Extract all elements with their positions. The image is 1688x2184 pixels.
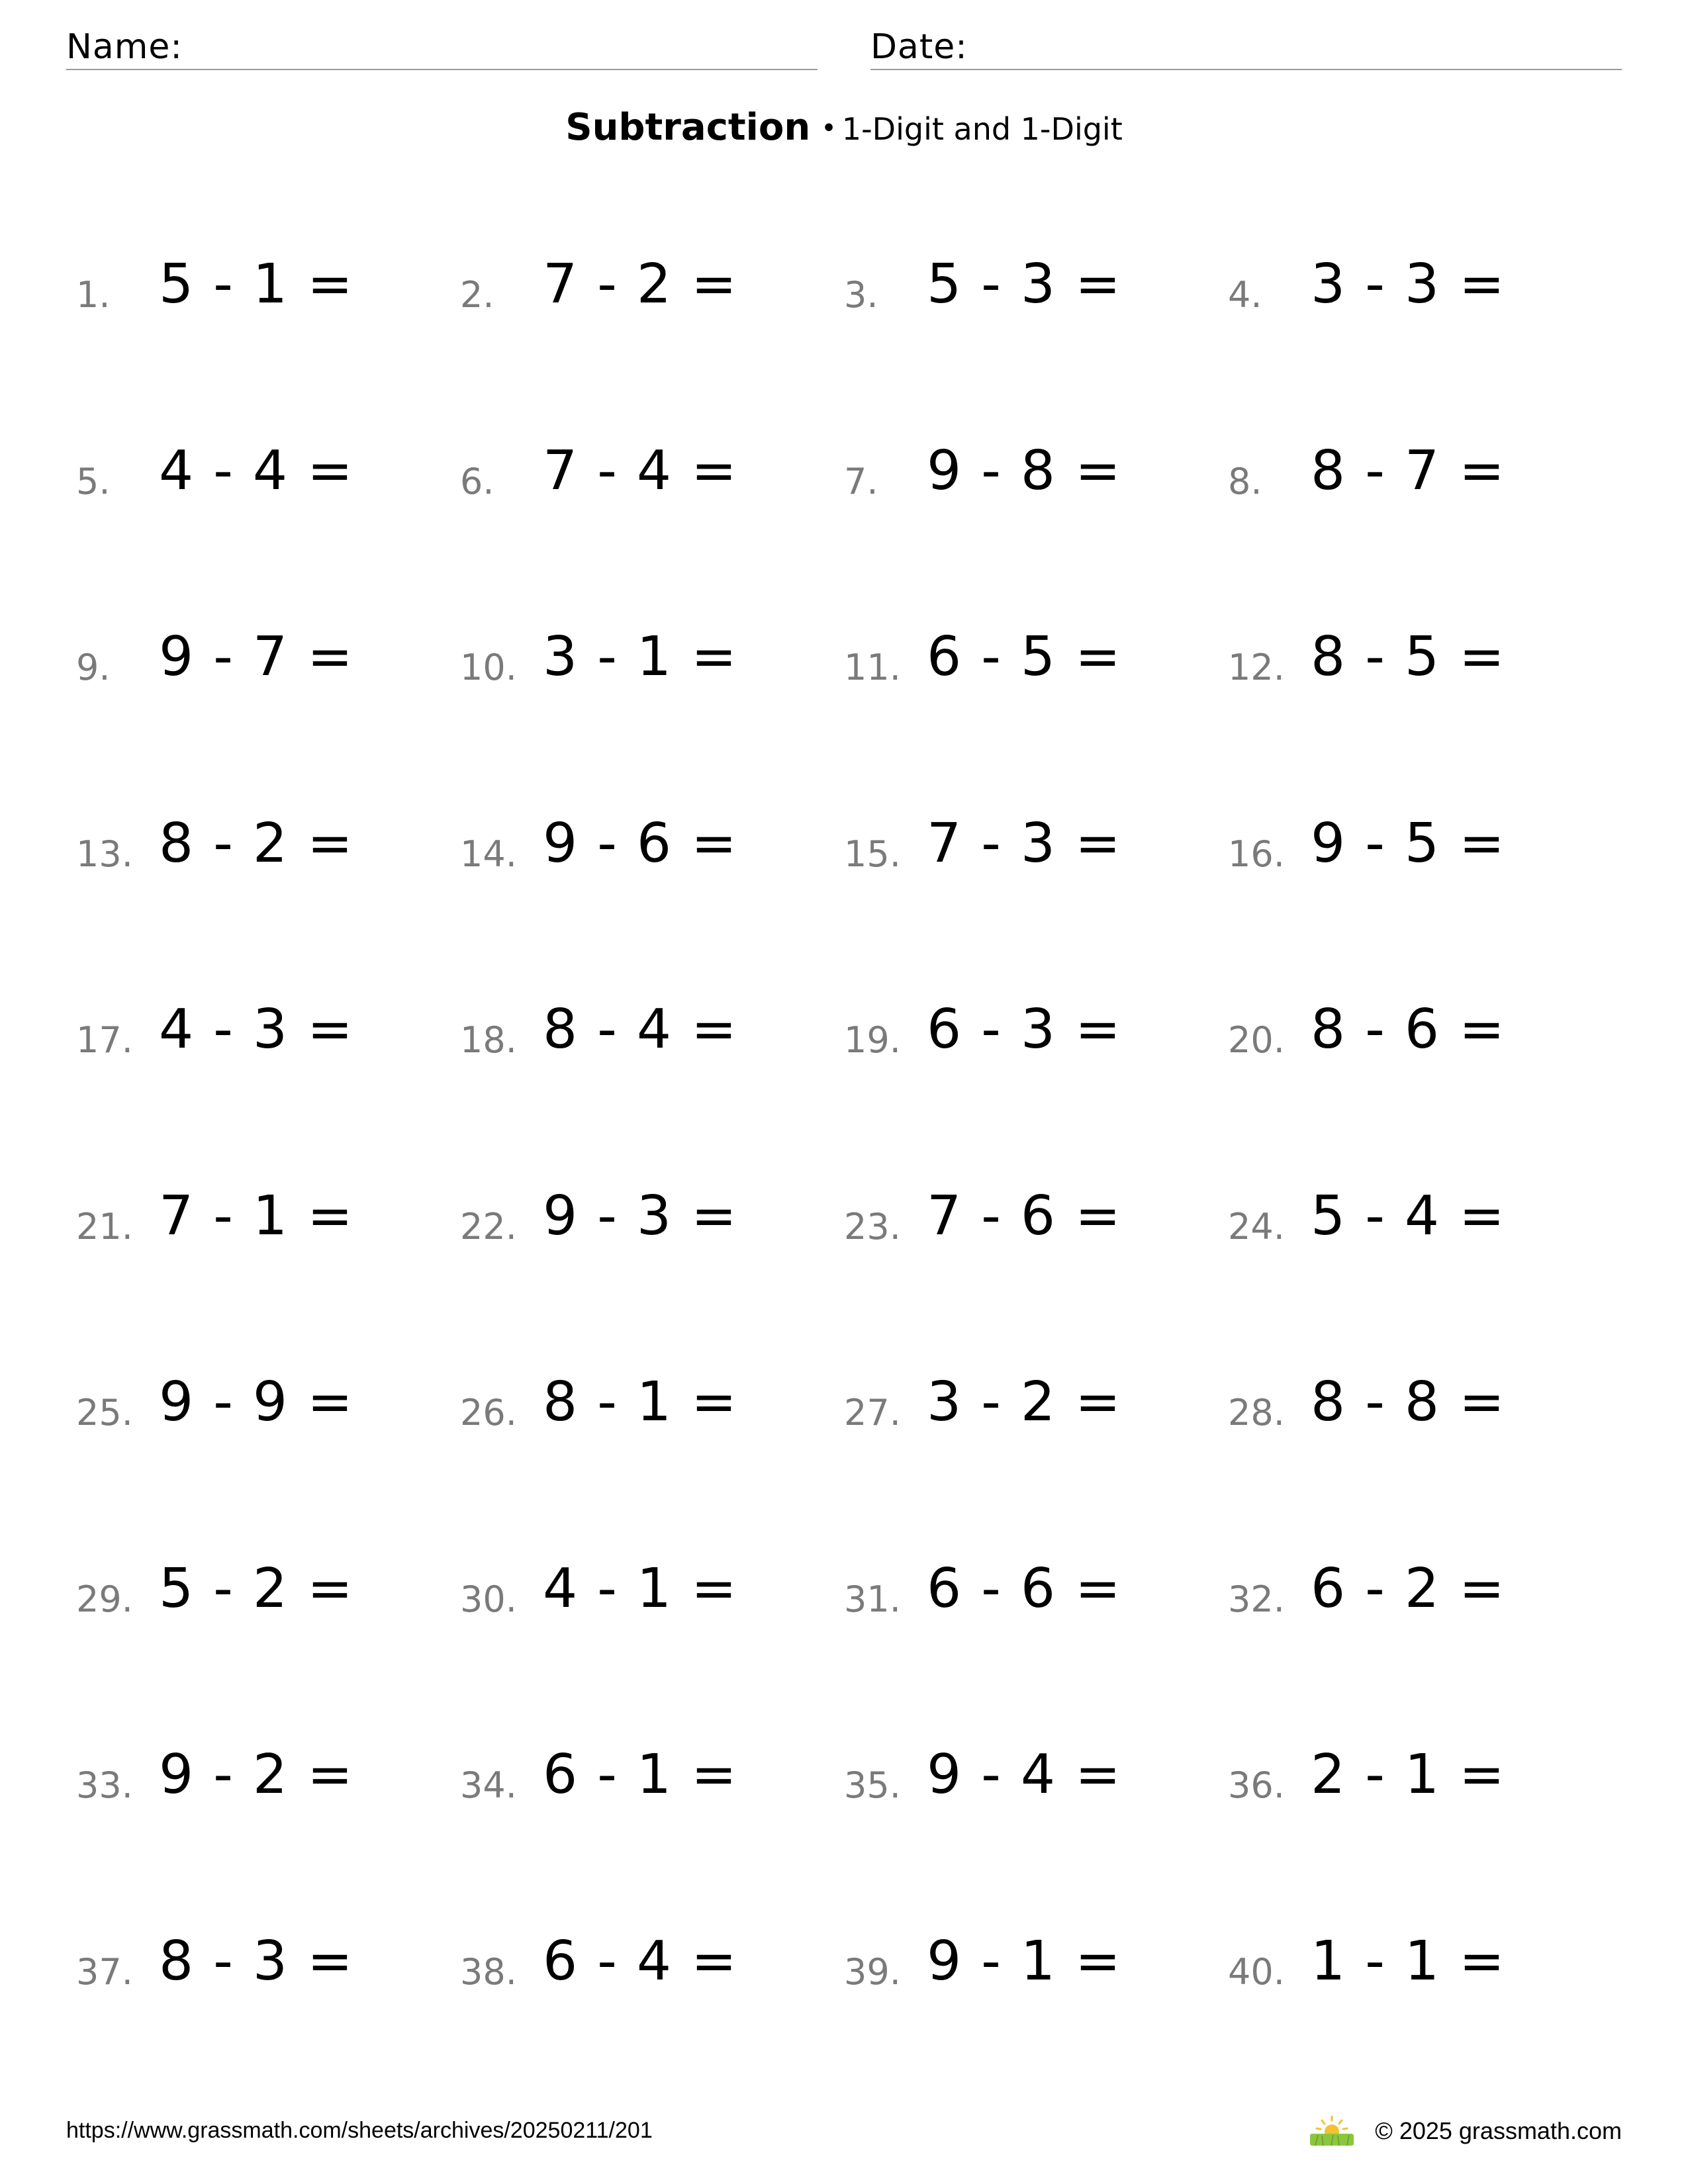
problem-number: 10. (460, 647, 517, 688)
problem-expression: 9 - 4 = (927, 1743, 1122, 1806)
problem-number: 20. (1228, 1019, 1285, 1061)
name-label: Name: (66, 27, 183, 67)
problem-number: 34. (460, 1764, 517, 1806)
problem-number: 2. (460, 274, 494, 316)
problem-number: 21. (76, 1206, 133, 1248)
footer-brand (1309, 2111, 1622, 2151)
problem-expression: 8 - 2 = (159, 812, 354, 875)
problem-expression: 9 - 5 = (1311, 812, 1506, 875)
problem-number: 6. (460, 461, 494, 502)
title-subtitle: 1-Digit and 1-Digit (841, 111, 1123, 147)
problem-expression: 6 - 6 = (927, 1557, 1122, 1620)
problem-number: 11. (844, 647, 901, 688)
problem-number: 7. (844, 461, 878, 502)
problem-expression: 3 - 1 = (543, 625, 738, 688)
problem-expression: 7 - 1 = (159, 1185, 354, 1248)
problem-expression: 9 - 1 = (927, 1930, 1122, 1993)
problem-expression: 7 - 6 = (927, 1185, 1122, 1248)
problem-number: 27. (844, 1392, 901, 1433)
problem-expression: 5 - 4 = (1311, 1185, 1506, 1248)
footer-copyright: © 2025 grassmath.com (1375, 2117, 1622, 2144)
title-main: Subtraction (565, 106, 811, 149)
problem-number: 3. (844, 274, 878, 316)
problem-expression: 6 - 5 = (927, 625, 1122, 688)
problem-number: 9. (76, 647, 111, 688)
problem-expression: 3 - 3 = (1311, 253, 1506, 316)
problem-number: 37. (76, 1951, 133, 1993)
problem-expression: 7 - 3 = (927, 812, 1122, 875)
problem-number: 22. (460, 1206, 517, 1248)
problem-expression: 2 - 1 = (1311, 1743, 1506, 1806)
worksheet-title (0, 106, 1688, 149)
problem-number: 36. (1228, 1764, 1285, 1806)
problem-expression: 8 - 4 = (543, 998, 738, 1061)
problem-number: 32. (1228, 1578, 1285, 1620)
problem-number: 14. (460, 833, 517, 875)
problem-number: 17. (76, 1019, 133, 1061)
problem-number: 30. (460, 1578, 517, 1620)
problem-expression: 1 - 1 = (1311, 1930, 1506, 1993)
title-separator: • (821, 113, 837, 144)
problem-expression: 3 - 2 = (927, 1371, 1122, 1433)
problem-expression: 8 - 8 = (1311, 1371, 1506, 1433)
problem-expression: 4 - 1 = (543, 1557, 738, 1620)
problem-expression: 8 - 3 = (159, 1930, 354, 1993)
problem-expression: 8 - 6 = (1311, 998, 1506, 1061)
problem-expression: 9 - 7 = (159, 625, 354, 688)
problem-number: 19. (844, 1019, 901, 1061)
name-field[interactable] (66, 25, 818, 70)
problem-number: 18. (460, 1019, 517, 1061)
problem-number: 4. (1228, 274, 1262, 316)
problem-expression: 9 - 8 = (927, 439, 1122, 502)
problem-number: 1. (76, 274, 111, 316)
grass-sun-logo-icon (1309, 2115, 1355, 2147)
problem-number: 13. (76, 833, 133, 875)
problem-expression: 6 - 3 = (927, 998, 1122, 1061)
problem-number: 15. (844, 833, 901, 875)
date-field[interactable] (870, 25, 1622, 70)
problem-number: 40. (1228, 1951, 1285, 1993)
problem-number: 24. (1228, 1206, 1285, 1248)
footer-url[interactable]: https://www.grassmath.com/sheets/archives/20250211/201 (66, 2118, 653, 2143)
problem-expression: 4 - 4 = (159, 439, 354, 502)
problem-expression: 8 - 7 = (1311, 439, 1506, 502)
problem-expression: 9 - 9 = (159, 1371, 354, 1433)
problem-expression: 6 - 2 = (1311, 1557, 1506, 1620)
problem-expression: 4 - 3 = (159, 998, 354, 1061)
problem-expression: 8 - 5 = (1311, 625, 1506, 688)
problem-expression: 7 - 4 = (543, 439, 738, 502)
problem-expression: 5 - 2 = (159, 1557, 354, 1620)
problem-expression: 6 - 1 = (543, 1743, 738, 1806)
problem-number: 33. (76, 1764, 133, 1806)
problem-number: 5. (76, 461, 111, 502)
problem-number: 16. (1228, 833, 1285, 875)
problem-number: 38. (460, 1951, 517, 1993)
problem-number: 39. (844, 1951, 901, 1993)
problem-number: 29. (76, 1578, 133, 1620)
page-footer (66, 2111, 1622, 2151)
problem-number: 28. (1228, 1392, 1285, 1433)
problem-expression: 9 - 2 = (159, 1743, 354, 1806)
problem-number: 23. (844, 1206, 901, 1248)
date-label: Date: (870, 27, 968, 67)
problem-expression: 9 - 3 = (543, 1185, 738, 1248)
problem-number: 8. (1228, 461, 1262, 502)
problem-expression: 5 - 1 = (159, 253, 354, 316)
problem-expression: 8 - 1 = (543, 1371, 738, 1433)
problem-number: 26. (460, 1392, 517, 1433)
problem-expression: 5 - 3 = (927, 253, 1122, 316)
worksheet-header (66, 25, 1622, 70)
problem-expression: 7 - 2 = (543, 253, 738, 316)
problem-expression: 6 - 4 = (543, 1930, 738, 1993)
problem-number: 12. (1228, 647, 1285, 688)
problem-number: 35. (844, 1764, 901, 1806)
problem-number: 31. (844, 1578, 901, 1620)
problem-number: 25. (76, 1392, 133, 1433)
problem-expression: 9 - 6 = (543, 812, 738, 875)
